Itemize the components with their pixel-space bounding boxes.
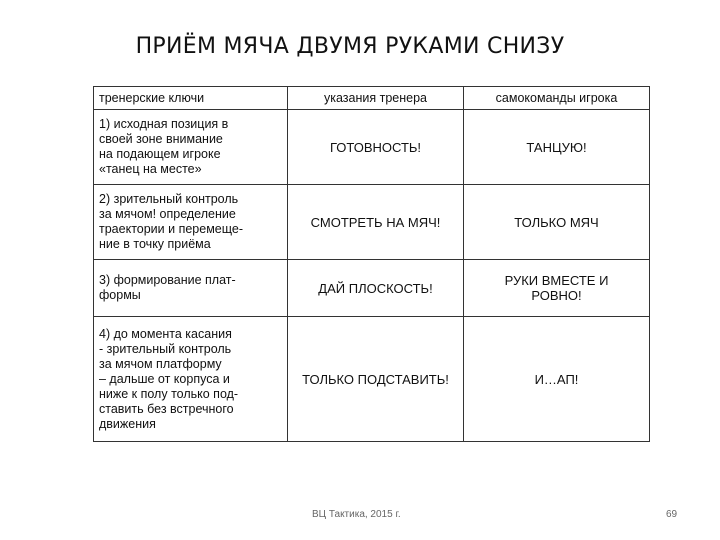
player-command-line: РУКИ ВМЕСТЕ И bbox=[504, 273, 609, 288]
table-header-row bbox=[94, 87, 650, 110]
key-line: траектории и перемеще- bbox=[99, 222, 244, 236]
key-line: своей зоне внимание bbox=[99, 132, 223, 146]
key-line: формы bbox=[99, 288, 141, 302]
header-coach-keys: тренерские ключи bbox=[94, 87, 288, 110]
key-line: 2) зрительный контроль bbox=[99, 192, 239, 206]
key-line: «танец на месте» bbox=[99, 162, 202, 176]
slide-footer: ВЦ Тактика, 2015 г. bbox=[312, 509, 401, 520]
player-command-cell: И…АП! bbox=[464, 317, 650, 442]
player-command-line: РОВНО! bbox=[531, 288, 582, 303]
key-line: 1) исходная позиция в bbox=[99, 117, 229, 131]
header-trainer-instructions: указания тренера bbox=[288, 87, 464, 110]
trainer-instruction-cell: ДАЙ ПЛОСКОСТЬ! bbox=[288, 260, 464, 317]
page-number: 69 bbox=[666, 509, 678, 520]
table-row bbox=[94, 260, 650, 317]
key-line: ставить без встречного bbox=[99, 401, 234, 416]
key-line: 3) формирование плат- bbox=[99, 273, 236, 287]
key-line: на подающем игроке bbox=[99, 147, 221, 161]
player-command-cell bbox=[464, 260, 650, 317]
key-line: ние в точку приёма bbox=[99, 237, 211, 251]
trainer-instruction-cell: СМОТРЕТЬ НА МЯЧ! bbox=[288, 185, 464, 260]
coach-key-cell bbox=[94, 317, 288, 442]
key-line: – дальше от корпуса и bbox=[99, 371, 230, 386]
slide-title: ПРИЁМ МЯЧА ДВУМЯ РУКАМИ СНИЗУ bbox=[135, 34, 565, 59]
coach-key-cell bbox=[94, 110, 288, 185]
coaching-table bbox=[93, 86, 650, 442]
key-line: ниже к полу только под- bbox=[99, 386, 239, 401]
trainer-instruction-cell: ТОЛЬКО ПОДСТАВИТЬ! bbox=[288, 317, 464, 442]
table-row bbox=[94, 317, 650, 442]
header-player-self-commands: самокоманды игрока bbox=[464, 87, 650, 110]
key-line: движения bbox=[99, 416, 156, 431]
trainer-instruction-cell: ГОТОВНОСТЬ! bbox=[288, 110, 464, 185]
table-row bbox=[94, 185, 650, 260]
key-line: за мячом платформу bbox=[99, 356, 222, 371]
key-line: за мячом! определение bbox=[99, 207, 236, 221]
key-line: 4) до момента касания bbox=[99, 326, 232, 341]
coach-key-cell bbox=[94, 185, 288, 260]
coach-key-cell bbox=[94, 260, 288, 317]
player-command-cell: ТОЛЬКО МЯЧ bbox=[464, 185, 650, 260]
table-row bbox=[94, 110, 650, 185]
player-command-cell: ТАНЦУЮ! bbox=[464, 110, 650, 185]
key-line: - зрительный контроль bbox=[99, 341, 232, 356]
